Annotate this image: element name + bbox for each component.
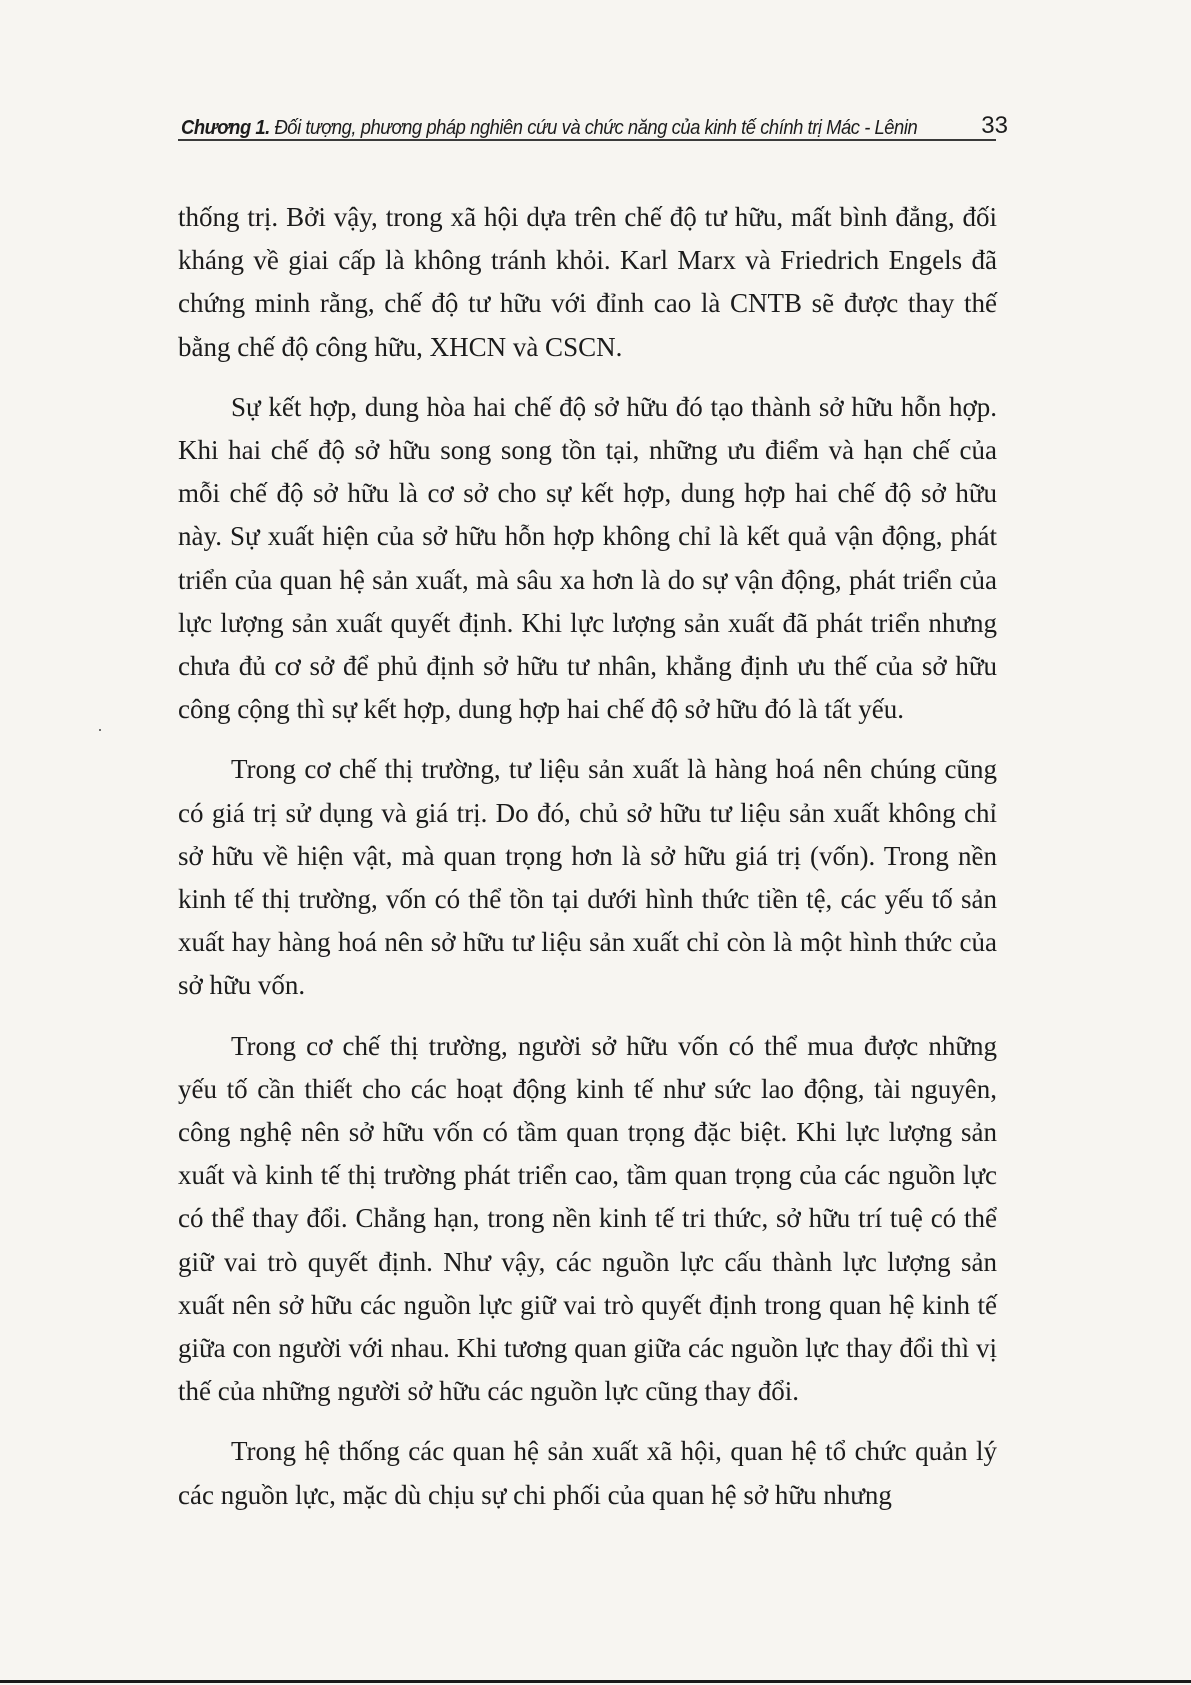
running-header — [181, 96, 1008, 139]
body-text — [178, 196, 997, 1517]
scan-bottom-edge — [0, 1680, 1191, 1683]
paragraph: thống trị. Bởi vậy, trong xã hội dựa trên chế độ tư hữu, mất bình đẳng, đối kháng về giai cấp là không tránh khỏi. Karl Marx và Friedrich Engels đã chứng minh rằng, chế độ tư hữu với đỉnh cao là CNTB sẽ được thay thế bằng chế độ công hữu, XHCN và CSCN. — [178, 202, 997, 362]
chapter-label: Chương 1. — [181, 117, 270, 139]
paragraph: Trong hệ thống các quan hệ sản xuất xã hội, quan hệ tổ chức quản lý các nguồn lực, mặc dù chịu sự chi phối của quan hệ sở hữu nhưng — [178, 1436, 997, 1510]
paragraph: Sự kết hợp, dung hòa hai chế độ sở hữu đó tạo thành sở hữu hỗn hợp. Khi hai chế độ sở hữu song song tồn tại, những ưu điểm và hạn chế của mỗi chế độ sở hữu là cơ sở cho sự kết hợp, dung hợp hai chế độ sở hữu này. Sự xuất hiện của sở hữu hỗn hợp không chỉ là kết quả vận động, phát triển của quan hệ sản xuất, mà sâu xa hơn là do sự vận động, phát triển của lực lượng sản xuất quyết định. Khi lực lượng sản xuất đã phát triển nhưng chưa đủ cơ sở để phủ định sở hữu tư nhân, khẳng định ưu thế của sở hữu công cộng thì sự kết hợp, dung hợp hai chế độ sở hữu đó là tất yếu. — [178, 391, 997, 725]
scan-speck — [99, 729, 101, 731]
paragraph: Trong cơ chế thị trường, tư liệu sản xuất là hàng hoá nên chúng cũng có giá trị sử dụng và giá trị. Do đó, chủ sở hữu tư liệu sản xuất không chỉ sở hữu về hiện vật, mà quan trọng hơn là sở hữu giá trị (vốn). Trong nền kinh tế thị trường, vốn có thể tồn tại dưới hình thức tiền tệ, các yếu tố sản xuất hay hàng hoá nên sở hữu tư liệu sản xuất chỉ còn là một hình thức của sở hữu vốn. — [178, 754, 997, 1001]
chapter-title: Đối tượng, phương pháp nghiên cứu và chức năng của kinh tế chính trị Mác - Lênin — [274, 117, 918, 139]
header-divider — [178, 139, 996, 141]
paragraph: Trong cơ chế thị trường, người sở hữu vốn có thể mua được những yếu tố cần thiết cho các hoạt động kinh tế như sức lao động, tài nguyên, công nghệ nên sở hữu vốn có tầm quan trọng đặc biệt. Khi lực lượng sản xuất và kinh tế thị trường phát triển cao, tầm quan trọng của các nguồn lực có thể thay đổi. Chẳng hạn, trong nền kinh tế tri thức, sở hữu trí tuệ có thể giữ vai trò quyết định. Như vậy, các nguồn lực cấu thành lực lượng sản xuất nên sở hữu các nguồn lực giữ vai trò quyết định trong quan hệ kinh tế giữa con người với nhau. Khi tương quan giữa các nguồn lực thay đổi thì vị thế của những người sở hữu các nguồn lực cũng thay đổi. — [178, 1030, 997, 1407]
page-number: 33 — [981, 112, 1008, 139]
header-chapter — [181, 118, 917, 138]
